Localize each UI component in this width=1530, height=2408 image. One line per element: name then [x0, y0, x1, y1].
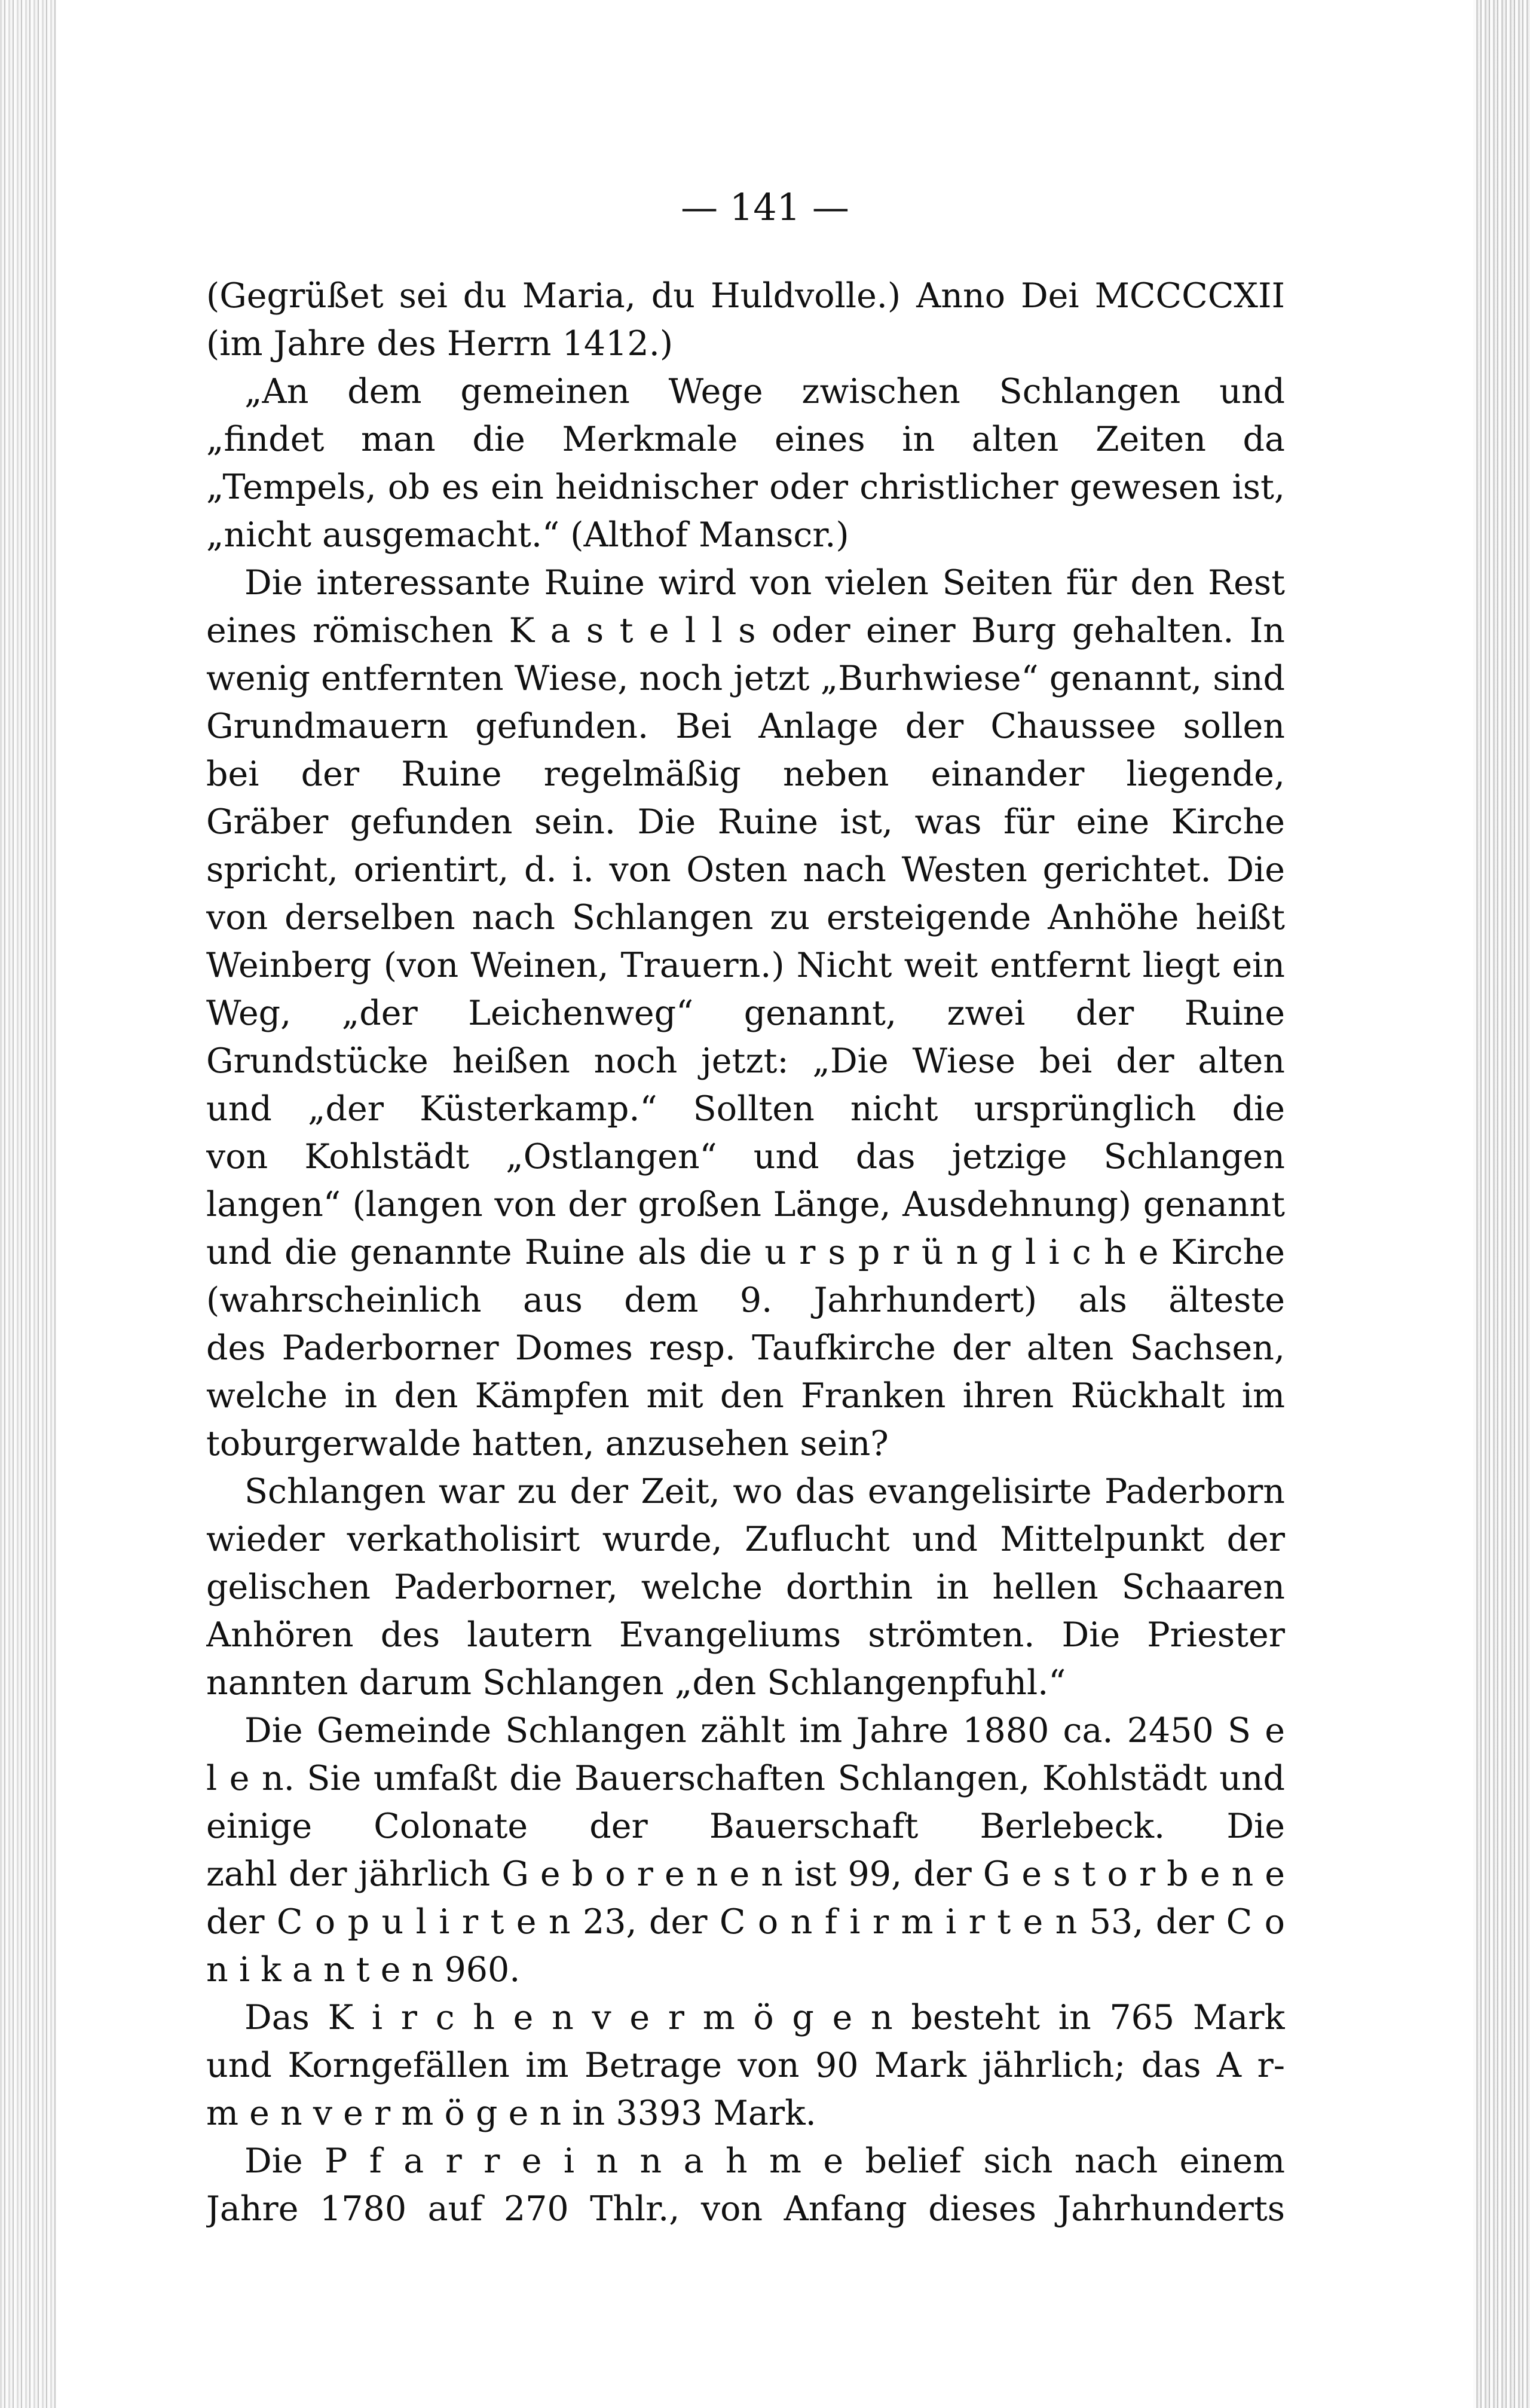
text-line: Gräber gefunden sein. Die Ruine ist, was für eine Kirche	[206, 802, 1285, 842]
text-line: wenig entfernten Wiese, noch jetzt „Burhwiese“ genannt, sind	[206, 659, 1285, 698]
text-line: „Tempels, ob es ein heidnischer oder christlicher gewesen ist,	[206, 467, 1285, 507]
text-line: „An dem gemeinen Wege zwischen Schlangen und	[244, 372, 1285, 411]
text-line: n i k a n t e n 960.	[206, 1950, 521, 1990]
text-line: toburgerwalde hatten, anzusehen sein?	[206, 1424, 889, 1463]
text-line: Anhören des lautern Evangeliums strömten. Die Priester	[206, 1615, 1285, 1655]
text-line: einige Colonate der Bauerschaft Berlebeck. Die	[206, 1807, 1285, 1846]
paragraph	[206, 368, 1285, 559]
text-line: von derselben nach Schlangen zu ersteigende Anhöhe heißt	[206, 898, 1285, 937]
text-line: Schlangen war zu der Zeit, wo das evangelisirte Paderborn	[244, 1472, 1285, 1511]
text-line: langen“ (langen von der großen Länge, Ausdehnung) genannt	[206, 1185, 1285, 1224]
text-line: „findet man die Merkmale eines in alten Zeiten da	[206, 420, 1285, 459]
text-line: (Gegrüßet sei du Maria, du Huldvolle.) Anno Dei MCCCCXII	[206, 276, 1285, 316]
text-line: nannten darum Schlangen „den Schlangenpfuhl.“	[206, 1663, 1066, 1703]
text-line: der C o p u l i r t e n 23, der C o n f i r m i r t e n 53, der C o	[206, 1902, 1285, 1942]
paragraph	[206, 1707, 1285, 1994]
text-line: Grundstücke heißen noch jetzt: „Die Wiese bei der alten	[206, 1041, 1285, 1081]
text-line: und Korngefällen im Betrage von 90 Mark jährlich; das A r-	[206, 2046, 1285, 2085]
text-line: l e n. Sie umfaßt die Bauerschaften Schlangen, Kohlstädt und	[206, 1759, 1285, 1798]
text-line: Weg, „der Leichenweg“ genannt, zwei der Ruine	[206, 994, 1285, 1033]
text-line: „nicht ausgemacht.“ (Althof Manscr.)	[206, 515, 849, 555]
text-line: und die genannte Ruine als die u r s p r ü n g l i c h e Kirche	[206, 1233, 1285, 1272]
text-line: spricht, orientirt, d. i. von Osten nach Westen gerichtet. Die	[206, 850, 1285, 890]
paragraph	[206, 559, 1285, 1468]
text-line: gelischen Paderborner, welche dorthin in hellen Schaaren	[206, 1567, 1285, 1607]
text-line: (wahrscheinlich aus dem 9. Jahrhundert) als älteste	[206, 1281, 1285, 1320]
text-line: und „der Küsterkamp.“ Sollten nicht ursprünglich die	[206, 1089, 1285, 1129]
text-line: eines römischen K a s t e l l s oder einer Burg gehalten. In	[206, 611, 1285, 650]
body-text	[206, 272, 1285, 2233]
text-line: Weinberg (von Weinen, Trauern.) Nicht weit entfernt liegt ein	[206, 946, 1285, 985]
text-line: welche in den Kämpfen mit den Franken ihren Rückhalt im	[206, 1376, 1285, 1416]
text-line: wieder verkatholisirt wurde, Zuflucht und Mittelpunkt der	[206, 1520, 1285, 1559]
text-line: Die Gemeinde Schlangen zählt im Jahre 1880 ca. 2450 S e	[244, 1711, 1285, 1750]
text-line: Das K i r c h e n v e r m ö g e n besteht in 765 Mark	[244, 1998, 1285, 2037]
text-line: von Kohlstädt „Ostlangen“ und das jetzige Schlangen	[206, 1137, 1285, 1177]
text-line: (im Jahre des Herrn 1412.)	[206, 324, 674, 363]
text-line: bei der Ruine regelmäßig neben einander liegende,	[206, 754, 1285, 794]
text-line: Grundmauern gefunden. Bei Anlage der Chaussee sollen	[206, 707, 1285, 746]
scan-edge-right	[1473, 0, 1530, 2408]
paragraph	[206, 2137, 1285, 2233]
scan-edge-left	[0, 0, 57, 2408]
text-line: Die interessante Ruine wird von vielen Seiten für den Rest	[244, 563, 1285, 603]
paragraph	[206, 272, 1285, 368]
text-line: Die P f a r r e i n n a h m e belief sich nach einem	[244, 2141, 1285, 2181]
text-line: des Paderborner Domes resp. Taufkirche der alten Sachsen,	[206, 1328, 1285, 1368]
text-line: zahl der jährlich G e b o r e n e n ist 99, der G e s t o r b e n e	[206, 1854, 1285, 1894]
paragraph	[206, 1994, 1285, 2137]
page-number: — 141 —	[681, 185, 849, 229]
text-line: m e n v e r m ö g e n in 3393 Mark.	[206, 2094, 816, 2133]
text-line: Jahre 1780 auf 270 Thlr., von Anfang dieses Jahrhunderts	[206, 2189, 1285, 2229]
paragraph	[206, 1468, 1285, 1707]
